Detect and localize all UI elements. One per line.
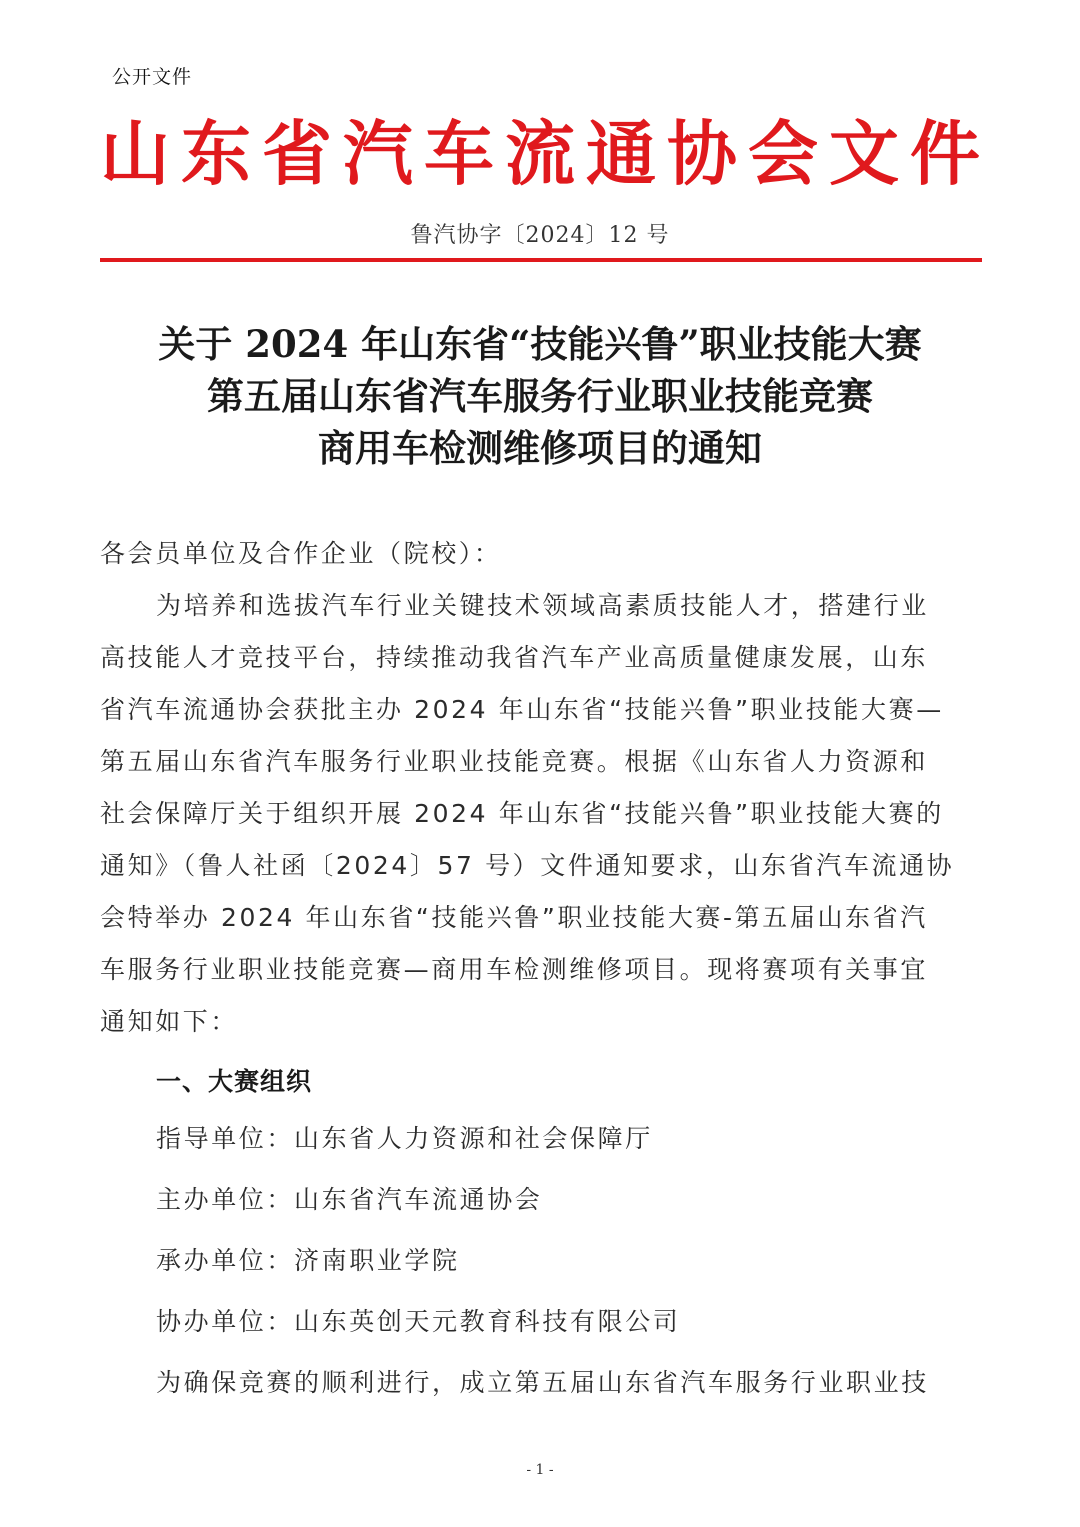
paragraph-line: 高技能人才竞技平台，持续推动我省汽车产业高质量健康发展，山东 xyxy=(100,643,929,672)
paragraph-line: 为培养和选拔汽车行业关键技术领域高素质技能人才，搭建行业 xyxy=(156,591,929,620)
red-divider-line xyxy=(100,258,982,262)
document-title xyxy=(0,318,1080,474)
paragraph-line: 会特举办 2024 年山东省“技能兴鲁”职业技能大赛-第五届山东省汽 xyxy=(100,903,928,932)
title-line: 商用车检测维修项目的通知 xyxy=(318,426,762,470)
org-line-organizer: 承办单位：济南职业学院 xyxy=(156,1246,460,1275)
public-document-label: 公开文件 xyxy=(112,66,193,88)
paragraph-line: 车服务行业职业技能竞赛—商用车检测维修项目。现将赛项有关事宜 xyxy=(100,955,929,984)
page-number: - 1 - xyxy=(526,1462,554,1478)
masthead-char: 山 xyxy=(100,113,170,195)
paragraph-line: 第五届山东省汽车服务行业职业技能竞赛。根据《山东省人力资源和 xyxy=(100,747,929,776)
masthead-char: 文 xyxy=(829,113,899,195)
org-line-guidance: 指导单位：山东省人力资源和社会保障厅 xyxy=(156,1124,653,1153)
title-line: 第五届山东省汽车服务行业职业技能竞赛 xyxy=(207,374,873,418)
masthead-char: 流 xyxy=(505,113,575,195)
masthead-char: 协 xyxy=(667,113,737,195)
paragraph-line: 通知如下： xyxy=(100,1007,239,1036)
title-line: 关于 2024 年山东省“技能兴鲁”职业技能大赛 xyxy=(158,322,922,366)
paragraph-line: 社会保障厅关于组织开展 2024 年山东省“技能兴鲁”职业技能大赛的 xyxy=(100,799,944,828)
masthead-char: 东 xyxy=(181,113,251,195)
masthead-char: 通 xyxy=(586,113,656,195)
org-line-host: 主办单位：山东省汽车流通协会 xyxy=(156,1185,543,1214)
org-line-co-organizer: 协办单位：山东英创天元教育科技有限公司 xyxy=(156,1307,681,1336)
masthead-char: 汽 xyxy=(343,113,413,195)
masthead-char: 件 xyxy=(910,113,980,195)
salutation: 各会员单位及合作企业（院校）： xyxy=(100,539,502,568)
document-number: 鲁汽协字〔2024〕12 号 xyxy=(410,223,670,248)
masthead-char: 省 xyxy=(262,113,332,195)
document-body xyxy=(100,528,970,1413)
paragraph-line: 通知》（鲁人社函〔2024〕57 号）文件通知要求，山东省汽车流通协 xyxy=(100,851,955,880)
section-heading-organization: 一、大赛组织 xyxy=(156,1067,313,1096)
masthead-char: 车 xyxy=(424,113,494,195)
issuer-masthead xyxy=(100,110,980,198)
paragraph-line: 省汽车流通协会获批主办 2024 年山东省“技能兴鲁”职业技能大赛— xyxy=(100,695,944,724)
masthead-char: 会 xyxy=(748,113,818,195)
paragraph-line: 为确保竞赛的顺利进行，成立第五届山东省汽车服务行业职业技 xyxy=(156,1368,929,1397)
